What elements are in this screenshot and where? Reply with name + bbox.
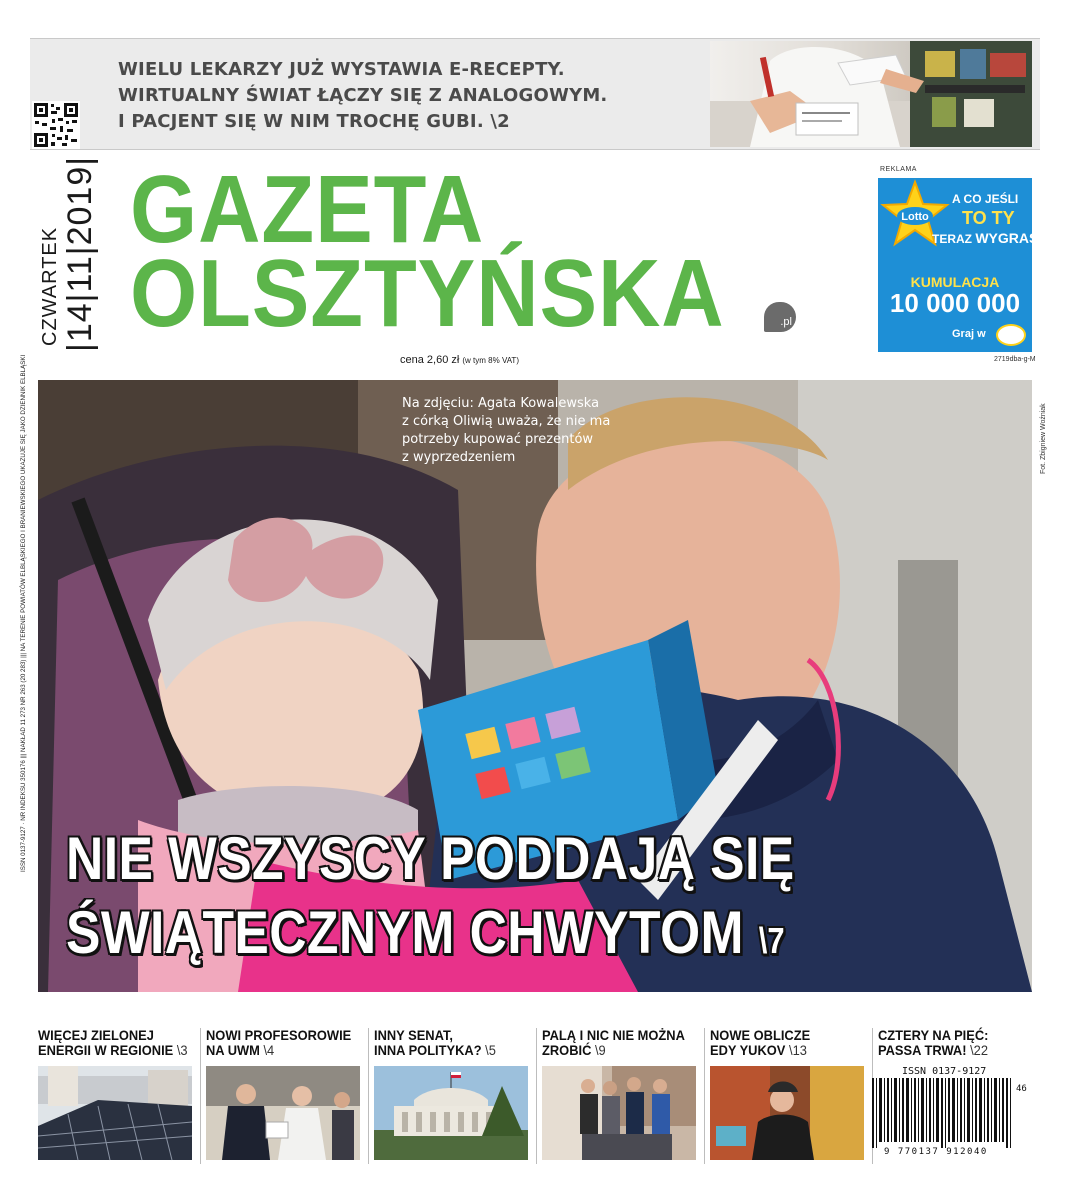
teaser-title-text: EDY YUKOV <box>710 1042 786 1058</box>
caption-line: z wyprzedzeniem <box>402 450 516 465</box>
teaser-new-professors[interactable] <box>206 1028 360 1168</box>
headline-line-1: NIE WSZYSCY PODDAJĄ SIĘ <box>66 825 795 892</box>
headline-page-ref: \7 <box>758 920 785 961</box>
teaser-photo-pharmacy[interactable] <box>710 41 1032 147</box>
lotto-brand: Lotto <box>901 211 929 223</box>
ad-text-3-main: WYGRASZ? <box>975 230 1056 246</box>
issue-weekday: CZWARTEK <box>39 226 61 346</box>
qr-code-icon[interactable] <box>32 101 80 149</box>
teaser-page-ref: \22 <box>970 1042 988 1058</box>
caption-line: z córką Oliwią uważa, że nie ma <box>402 414 611 429</box>
teaser-title-text: PASSA TRWA! <box>878 1042 967 1058</box>
top-teaser-banner[interactable] <box>30 38 1040 150</box>
ad-play-text: Graj w <box>952 328 986 340</box>
column-divider <box>536 1028 537 1164</box>
teaser-title-line-2 <box>206 1043 348 1058</box>
column-divider <box>368 1028 369 1164</box>
teaser-photo-solar-panels[interactable] <box>38 1066 192 1160</box>
domain-badge: .pl <box>764 302 796 332</box>
headline-line-2-text: ŚWIĄTECZNYM CHWYTOM <box>66 899 744 966</box>
price-value: cena 2,60 zł <box>400 354 460 366</box>
teaser-photo-senate-building[interactable] <box>374 1066 528 1160</box>
photo-credit <box>1038 384 1050 474</box>
teaser-photo-ceremony[interactable] <box>206 1066 360 1160</box>
teaser-page-ref: \3 <box>176 1042 188 1058</box>
teaser-title <box>542 1028 696 1062</box>
teaser-page-ref: \13 <box>788 1042 807 1058</box>
publication-info-strip <box>18 354 30 872</box>
issue-date-number: |14|11|2019| <box>61 155 99 352</box>
main-headline[interactable] <box>66 822 1026 978</box>
logo-line-2: OLSZTYŃSKA <box>130 240 725 347</box>
teaser-title-line-1: PALĄ I NIC NIE MOŻNA <box>542 1027 685 1043</box>
hero-caption <box>402 395 612 467</box>
issue-number: 46 <box>1016 1084 1027 1094</box>
teaser-title-line-2 <box>878 1043 1020 1058</box>
teaser-title-line-1: INNY SENAT, <box>374 1027 453 1043</box>
teaser-title-line-2 <box>542 1043 684 1058</box>
headline-line-2 <box>66 896 892 978</box>
ad-text-3-prefix: TERAZ <box>932 232 972 246</box>
teaser-title-text: INNA POLITYKA? <box>374 1042 482 1058</box>
ad-text-2: TO TY <box>962 208 1015 228</box>
caption-line: potrzeby kupować prezentów <box>402 432 594 447</box>
teaser-photo-teenagers[interactable] <box>542 1066 696 1160</box>
publication-info-text: ISSN 0137-9127 · NR INDEKSU 350176 ||| NAKŁAD 11 273 NR 263 (20 283) ||| NA TERENIE POWIATÓW ELBLĄSKIEGO I BRANIEWSKIEGO UKAZUJE SIĘ JAKO DZIENNIK ELBLĄSKI <box>20 354 27 872</box>
teaser-title-text: NA UWM <box>206 1042 260 1058</box>
teaser-line: WIRTUALNY ŚWIAT ŁĄCZY SIĘ Z ANALOGOWYM. <box>118 85 608 106</box>
teaser-title-line-1: NOWI PROFESOROWIE <box>206 1027 352 1043</box>
teaser-line: WIELU LEKARZY JUŻ WYSTAWIA E-RECEPTY. <box>118 59 565 80</box>
issue-price <box>400 354 519 366</box>
teaser-photo-artist[interactable] <box>710 1066 864 1160</box>
teaser-title-line-2 <box>38 1042 188 1058</box>
logo-line-1: GAZETA <box>130 156 485 263</box>
barcode-icon <box>872 1078 1034 1158</box>
teaser-title <box>710 1028 864 1062</box>
issue-date <box>38 155 108 352</box>
newspaper-logo[interactable] <box>130 156 790 347</box>
teaser-title-line-1: WIĘCEJ ZIELONEJ <box>38 1027 154 1043</box>
teaser-title <box>374 1028 528 1062</box>
ad-code: 2719dba-g-M <box>994 356 1036 363</box>
ad-label: REKLAMA <box>880 166 917 173</box>
teaser-page-ref: \9 <box>594 1042 606 1058</box>
teaser-title <box>38 1028 192 1062</box>
teaser-title-line-2 <box>710 1043 852 1058</box>
ad-jackpot-amount: 10 000 000 <box>889 288 1021 318</box>
teaser-line: I PACJENT SIĘ W NIM TROCHĘ GUBI. \2 <box>118 111 510 132</box>
teaser-smoking[interactable] <box>542 1028 696 1168</box>
lotto-advertisement[interactable] <box>878 178 1056 352</box>
teaser-senate[interactable] <box>374 1028 528 1168</box>
column-divider <box>704 1028 705 1164</box>
lotto-logo-icon <box>996 324 1026 346</box>
ad-text-1: A CO JEŚLI <box>952 192 1019 206</box>
teaser-page-ref: \5 <box>485 1042 496 1058</box>
teaser-title-line-1: NOWE OBLICZE <box>710 1027 811 1043</box>
teaser-title-text: ENERGII W REGIONIE <box>38 1042 174 1058</box>
column-divider <box>200 1028 201 1164</box>
ad-jackpot-label: KUMULACJA <box>910 274 1000 290</box>
barcode-number: 9 770137 912040 <box>884 1147 988 1157</box>
teaser-title <box>206 1028 360 1062</box>
price-vat: (w tym 8% VAT) <box>462 356 519 365</box>
photo-credit-text: Fot. Zbigniew Woźniak <box>1040 403 1047 474</box>
teaser-headline[interactable] <box>118 57 718 135</box>
issn-number: ISSN 0137-9127 <box>902 1066 987 1077</box>
teaser-eda-yukov[interactable] <box>710 1028 864 1168</box>
teaser-green-energy[interactable] <box>38 1028 192 1168</box>
teaser-title-line-2 <box>374 1043 516 1058</box>
teaser-page-ref: \4 <box>263 1042 275 1058</box>
teaser-title-line-1: CZTERY NA PIĘĆ: <box>878 1027 989 1043</box>
teaser-title <box>878 1028 1032 1062</box>
teaser-title-text: ZROBIĆ <box>542 1042 592 1058</box>
caption-line: Na zdjęciu: Agata Kowalewska <box>402 396 600 411</box>
ad-text-3 <box>932 230 1055 246</box>
